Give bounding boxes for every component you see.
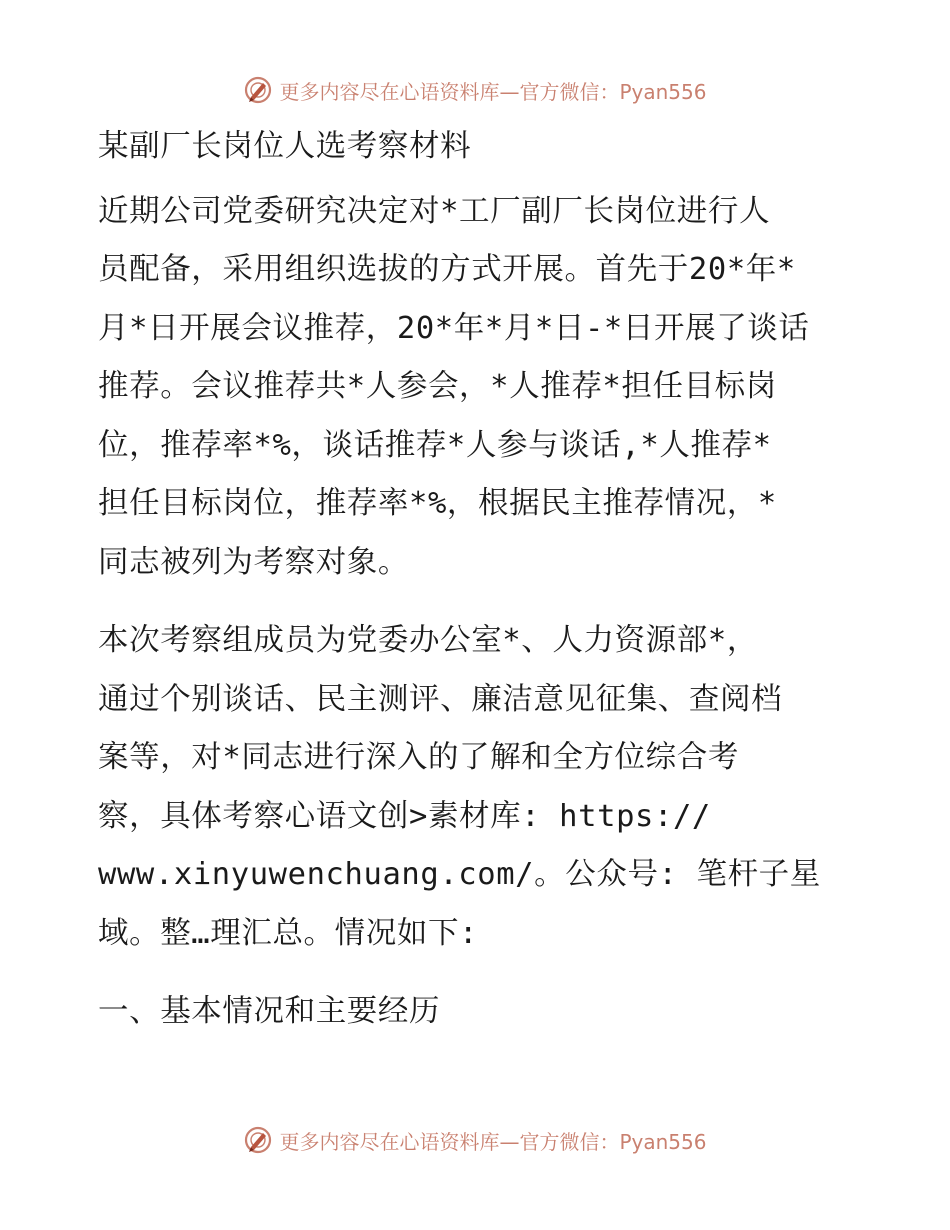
pen-logo-icon — [243, 1125, 273, 1155]
document-title — [98, 118, 858, 177]
watermark-banner-bottom — [0, 1120, 950, 1160]
pen-logo-icon — [243, 75, 273, 105]
watermark-text-bottom: 更多内容尽在心语资料库—官方微信：Pyan556 — [279, 1129, 707, 1154]
watermark-text-top: 更多内容尽在心语资料库—官方微信：Pyan556 — [279, 79, 707, 104]
text-line: 本次考察组成员为党委办公室*、人力资源部*， — [98, 623, 758, 658]
text-line: www.xinyuwenchuang.com/。公众号: 笔杆子星 — [98, 857, 821, 892]
text-line: 推荐。会议推荐共*人参会，*人推荐*担任目标岗 — [98, 369, 777, 404]
section-heading — [98, 983, 858, 1042]
text-line: 担任目标岗位，推荐率*%，根据民主推荐情况，* — [98, 486, 777, 521]
text-line: 近期公司党委研究决定对*工厂副厂长岗位进行人 — [98, 193, 771, 229]
watermark-banner-top — [0, 70, 950, 110]
heading-line: 一、基本情况和主要经历 — [98, 994, 441, 1029]
title-line: 某副厂长岗位人选考察材料 — [98, 129, 472, 164]
text-line: 员配备，采用组织选拔的方式开展。首先于20*年* — [98, 252, 796, 287]
text-line: 通过个别谈话、民主测评、廉洁意见征集、查阅档 — [98, 681, 783, 717]
text-line: 域。整…理汇总。情况如下: — [98, 915, 479, 951]
text-line: 察，具体考察心语文创>素材库: https:// — [98, 798, 711, 834]
paragraph-review-team — [98, 612, 858, 963]
text-line: 案等，对*同志进行深入的了解和全方位综合考 — [98, 740, 739, 775]
text-line: 同志被列为考察对象。 — [98, 544, 409, 580]
paragraph-intro — [98, 183, 858, 593]
text-line: 月*日开展会议推荐，20*年*月*日-*日开展了谈话 — [98, 310, 810, 346]
text-line: 位，推荐率*%，谈话推荐*人参与谈话,*人推荐* — [98, 427, 772, 463]
document-body — [98, 118, 858, 1062]
